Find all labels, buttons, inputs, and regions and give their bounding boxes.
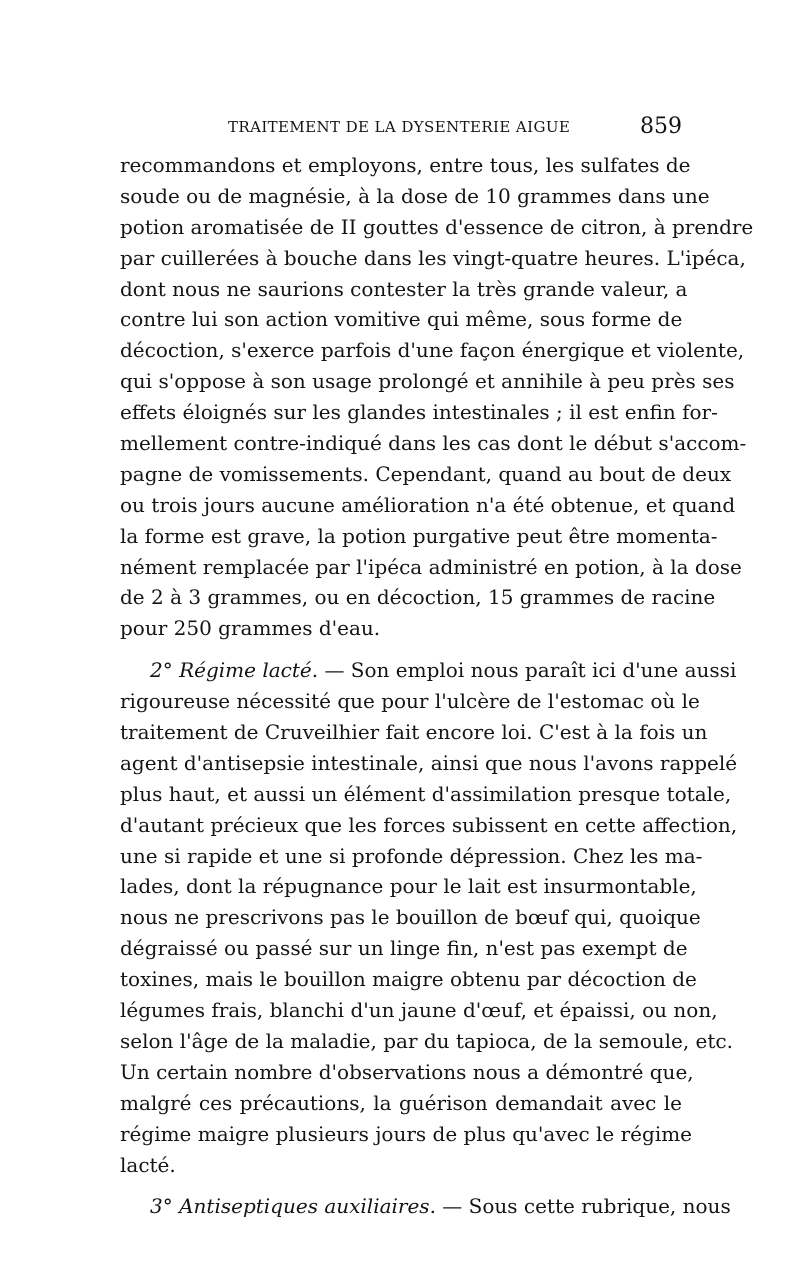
text-line: selon l'âge de la maladie, par du tapioca, de la semoule, etc. — [120, 1028, 733, 1053]
text-line: régime maigre plusieurs jours de plus qu'avec le régime — [120, 1121, 693, 1146]
text-line: nous ne prescrivons pas le bouillon de bœuf qui, quoique — [120, 905, 701, 930]
text-line: Un certain nombre d'observations nous a démontré que, — [120, 1059, 694, 1084]
text-line: potion aromatisée de II gouttes d'essence de citron, à prendre — [120, 214, 754, 239]
text-line: plus haut, et aussi un élément d'assimilation presque totale, — [120, 781, 732, 806]
text-line: dont nous ne saurions contester la très grande valeur, a — [120, 276, 688, 301]
text-line: pour 250 grammes d'eau. — [120, 616, 381, 641]
text-line: lades, dont la répugnance pour le lait est insurmontable, — [120, 874, 697, 899]
page-header — [120, 114, 682, 146]
running-title: TRAITEMENT DE LA DYSENTERIE AIGUE — [228, 118, 571, 136]
section-heading-antiseptiques: 3° Antiseptiques auxiliaires. — [150, 1194, 436, 1219]
paragraph-purgatives — [120, 150, 754, 644]
text-line: nément remplacée par l'ipéca administré en potion, à la dose — [120, 554, 742, 579]
text-line: qui s'oppose à son usage prolongé et annihile à peu près ses — [120, 369, 735, 394]
text-line: soude ou de magnésie, à la dose de 10 grammes dans une — [120, 183, 710, 208]
text-line: recommandons et employons, entre tous, les sulfates de — [120, 153, 691, 177]
text-line: pagne de vomissements. Cependant, quand au bout de deux — [120, 461, 732, 486]
text-line: mellement contre-indiqué dans les cas dont le début s'accom- — [120, 431, 747, 456]
text-line: une si rapide et une si profonde dépression. Chez les ma- — [120, 843, 703, 868]
text-line: par cuillerées à bouche dans les vingt-quatre heures. L'ipéca, — [120, 245, 746, 270]
text-line: d'autant précieux que les forces subissent en cette affection, — [120, 812, 738, 837]
text-line: lacté. — [120, 1152, 176, 1177]
text-line: toxines, mais le bouillon maigre obtenu par décoction de — [120, 967, 697, 992]
text-line: traitement de Cruveilhier fait encore loi. C'est à la fois un — [120, 720, 708, 745]
page-number: 859 — [640, 114, 682, 139]
text-line: dégraissé ou passé sur un linge fin, n'est pas exempt de — [120, 936, 688, 961]
paragraph-antiseptiques — [120, 1191, 731, 1222]
text-line: décoction, s'exerce parfois d'une façon énergique et violente, — [120, 338, 745, 363]
text-line: de 2 à 3 grammes, ou en décoction, 15 grammes de racine — [120, 585, 716, 610]
text-line: malgré ces précautions, la guérison demandait avec le — [120, 1090, 682, 1115]
text-line: rigoureuse nécessité que pour l'ulcère de l'estomac où le — [120, 689, 700, 714]
text-line: la forme est grave, la potion purgative peut être momenta- — [120, 523, 718, 548]
section-heading-regime-lacte: 2° Régime lacté. — [150, 658, 319, 683]
text-line — [120, 655, 737, 686]
body-text — [120, 150, 754, 1222]
paragraph-regime-lacte — [120, 655, 738, 1180]
text-run: — Sous cette rubrique, nous — [435, 1194, 731, 1219]
text-line: ou trois jours aucune amélioration n'a été obtenue, et quand — [120, 492, 736, 517]
text-run: — Son emploi nous paraît ici d'une aussi — [318, 658, 737, 683]
text-line: effets éloignés sur les glandes intestinales ; il est enfin for- — [120, 400, 718, 425]
text-line: contre lui son action vomitive qui même, sous forme de — [120, 307, 683, 332]
text-line: agent d'antisepsie intestinale, ainsi que nous l'avons rappelé — [120, 750, 738, 775]
text-line: légumes frais, blanchi d'un jaune d'œuf, et épaissi, ou non, — [120, 998, 718, 1023]
text-line — [120, 1191, 731, 1222]
